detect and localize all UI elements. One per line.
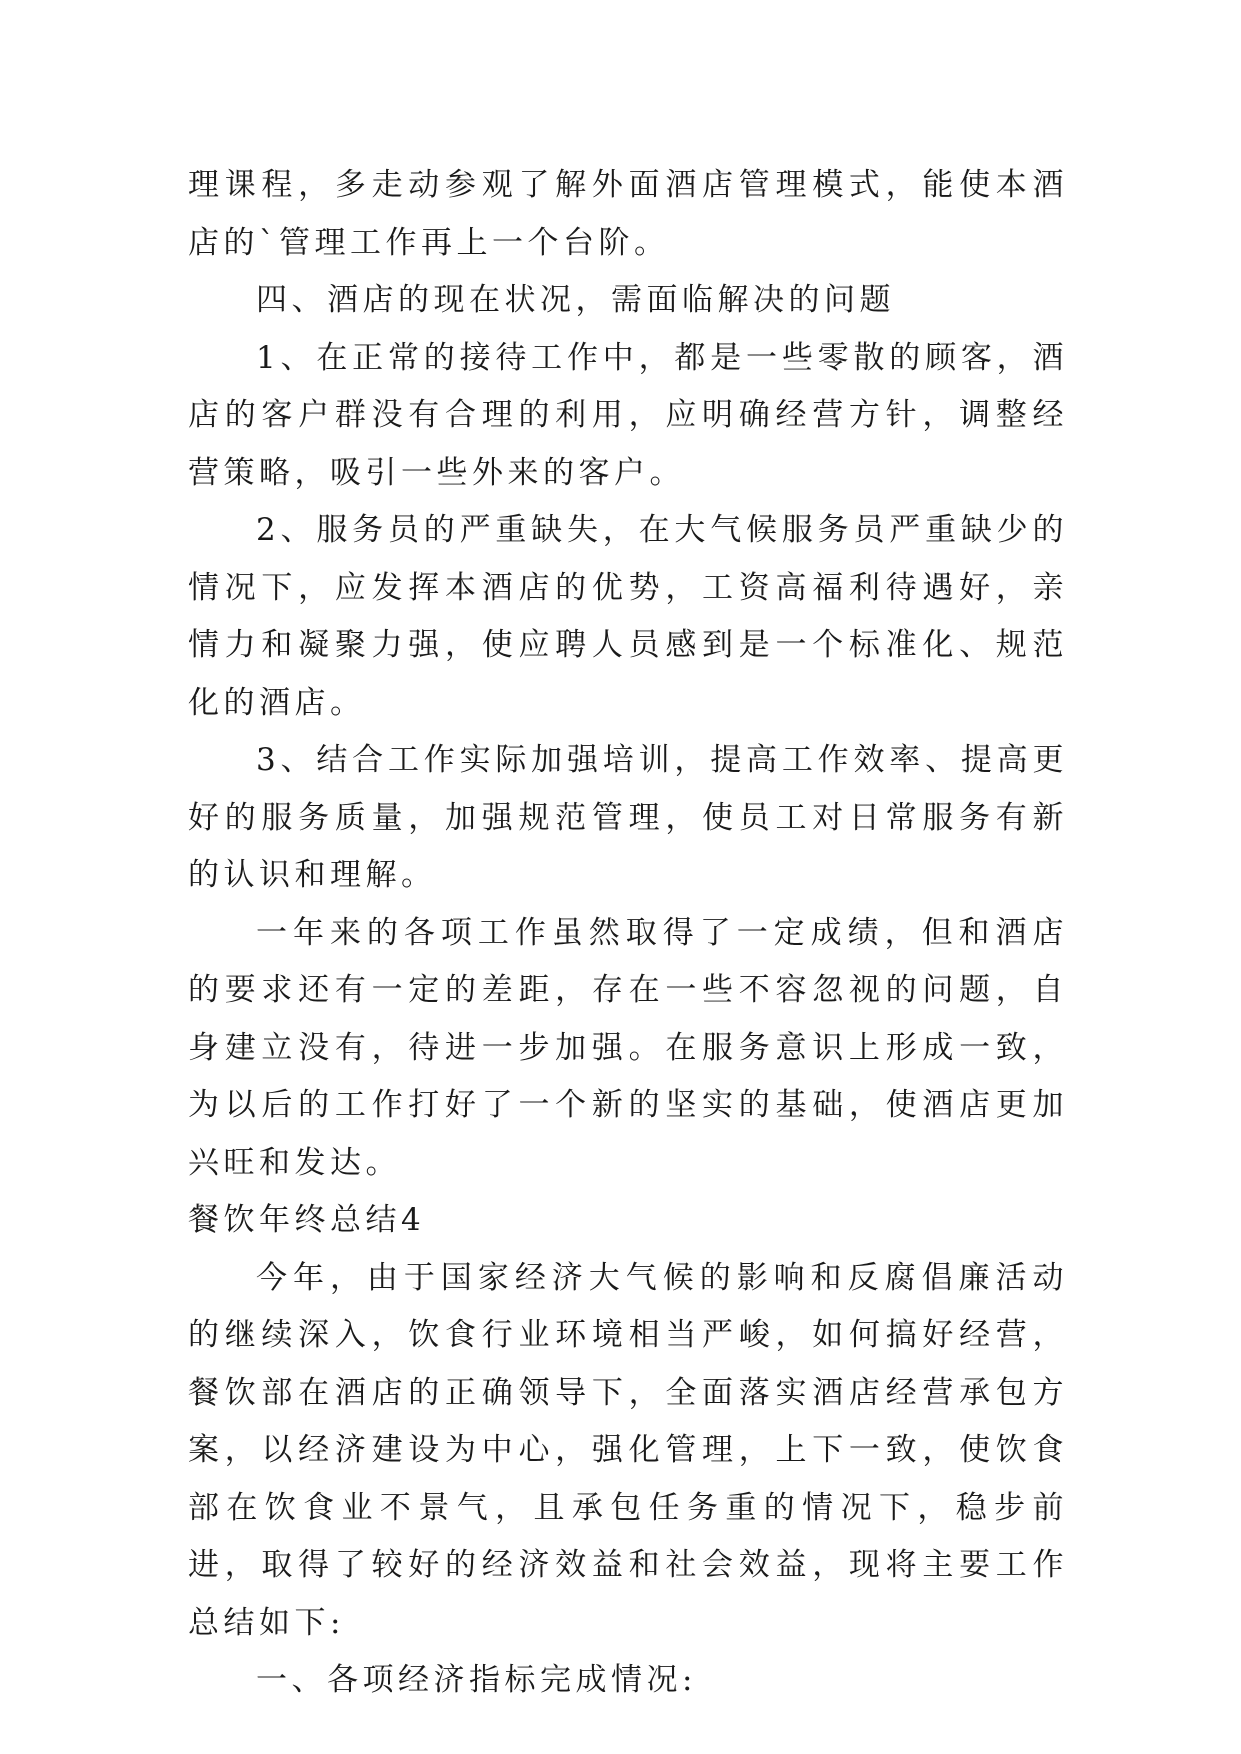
paragraph-item-1: 1、在正常的接待工作中，都是一些零散的顾客，酒店的客户群没有合理的利用，应明确经营方针，调整经营策略，吸引一些外来的客户。	[188, 339, 1068, 491]
document-body	[188, 157, 1068, 1710]
section-heading-four: 四、酒店的现在状况，需面临解决的问题	[256, 282, 895, 318]
paragraph-continued: 理课程，多走动参观了解外面酒店管理模式，能使本酒店的`管理工作再上一个台阶。	[188, 167, 1068, 261]
paragraph-item-3: 3、结合工作实际加强培训，提高工作效率、提高更好的服务质量，加强规范管理，使员工对日常服务有新的认识和理解。	[188, 742, 1068, 893]
subsection-heading-one: 一、各项经济指标完成情况:	[256, 1662, 697, 1698]
section-title: 餐饮年终总结4	[188, 1202, 426, 1238]
paragraph-item-2: 2、服务员的严重缺失，在大气候服务员严重缺少的情况下，应发挥本酒店的优势，工资高福利待遇好，亲情力和凝聚力强，使应聘人员感到是一个标准化、规范化的酒店。	[188, 512, 1068, 721]
paragraph-summary: 一年来的各项工作虽然取得了一定成绩，但和酒店的要求还有一定的差距，存在一些不容忽视的问题，自身建立没有，待进一步加强。在服务意识上形成一致，为以后的工作打好了一个新的坚实的基础，使酒店更加兴旺和发达。	[188, 914, 1068, 1181]
paragraph-intro: 今年，由于国家经济大气候的影响和反腐倡廉活动的继续深入，饮食行业环境相当严峻，如何搞好经营，餐饮部在酒店的正确领导下，全面落实酒店经营承包方案，以经济建设为中心，强化管理，上下一致，使饮食部在饮食业不景气，且承包任务重的情况下，稳步前进，取得了较好的经济效益和社会效益，现将主要工作总结如下:	[188, 1259, 1068, 1641]
